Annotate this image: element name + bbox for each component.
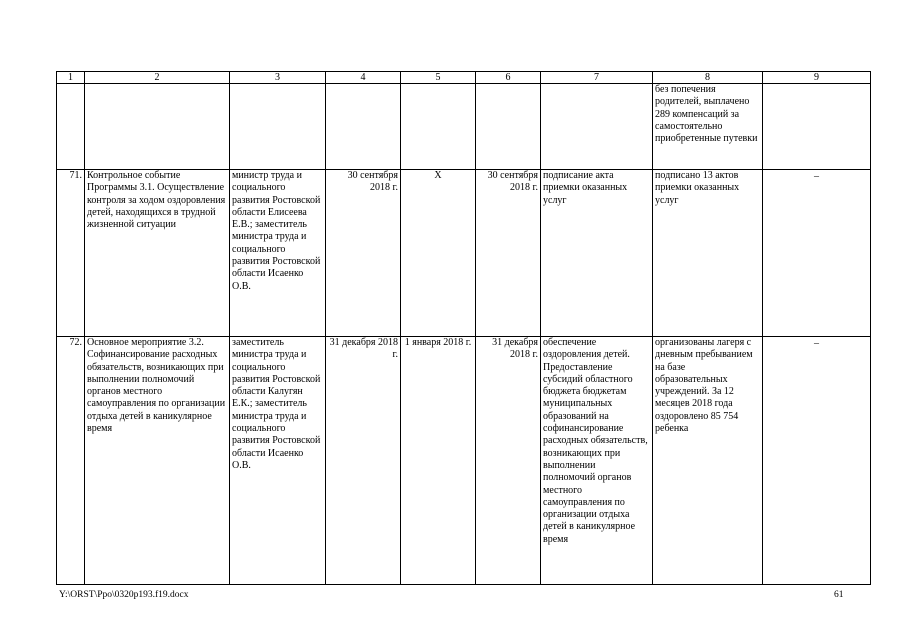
responsible-cell: заместитель министра труда и социального развития Ростовской области Калугян Е.К.; заместитель министра труда и социального развития Ростовской области Исаенко О.В.: [230, 337, 326, 585]
note-dash: –: [814, 338, 819, 349]
continued-result-cell: без попечения родителей, выплачено 289 компенсаций за самостоятельно приобретенные путевки: [653, 84, 763, 170]
plan-start-cell: 30 сентября 2018 г.: [326, 170, 401, 337]
plan-start-cell: 31 декабря 2018 г.: [326, 337, 401, 585]
continued-row: [57, 84, 871, 170]
table-row: [57, 170, 871, 337]
col-header-3: 3: [230, 72, 326, 84]
footer-file-path: Y:\ORST\Ppo\0320p193.f19.docx: [59, 590, 189, 600]
plan-end-cell: 30 сентября 2018 г.: [476, 170, 541, 337]
actual-start-cell: X: [401, 170, 476, 337]
actual-result-cell: подписано 13 актов приемки оказанных услуг: [653, 170, 763, 337]
col-header-6: 6: [476, 72, 541, 84]
row-number: 71.: [57, 170, 85, 337]
actual-start-cell: 1 января 2018 г.: [401, 337, 476, 585]
event-cell: Контрольное событие Программы 3.1. Осуществление контроля за ходом оздоровления детей, находящихся в трудной жизненной ситуации: [85, 170, 230, 337]
col-header-1: 1: [57, 72, 85, 84]
note-cell: [763, 337, 871, 585]
header-row: [57, 72, 871, 84]
col-header-4: 4: [326, 72, 401, 84]
col-header-2: 2: [85, 72, 230, 84]
actual-result-cell: организованы лагеря с дневным пребыванием на базе образовательных учреждений. За 12 месяцев 2018 года оздоровлено 85 754 ребенка: [653, 337, 763, 585]
expected-result-cell: подписание акта приемки оказанных услуг: [541, 170, 653, 337]
report-table: [56, 71, 871, 585]
row-number: 72.: [57, 337, 85, 585]
note-dash: –: [814, 171, 819, 182]
plan-end-cell: 31 декабря 2018 г.: [476, 337, 541, 585]
note-cell: [763, 170, 871, 337]
responsible-cell: министр труда и социального развития Ростовской области Елисеева Е.В.; заместитель министра труда и социального развития Ростовской области Исаенко О.В.: [230, 170, 326, 337]
table-row: [57, 337, 871, 585]
expected-result-cell: обеспечение оздоровления детей. Предоставление субсидий областного бюджета бюджетам муниципальных образований на софинансирование расходных обязательств, возникающих при выполнении полномочий органов местного самоуправления по организации отдыха детей в каникулярное время: [541, 337, 653, 585]
col-header-9: 9: [763, 72, 871, 84]
col-header-5: 5: [401, 72, 476, 84]
footer-page-number: 61: [834, 590, 844, 600]
event-cell: Основное мероприятие 3.2. Софинансирование расходных обязательств, возникающих при выполнении полномочий органов местного самоуправления по организации отдыха детей в каникулярное время: [85, 337, 230, 585]
col-header-8: 8: [653, 72, 763, 84]
col-header-7: 7: [541, 72, 653, 84]
